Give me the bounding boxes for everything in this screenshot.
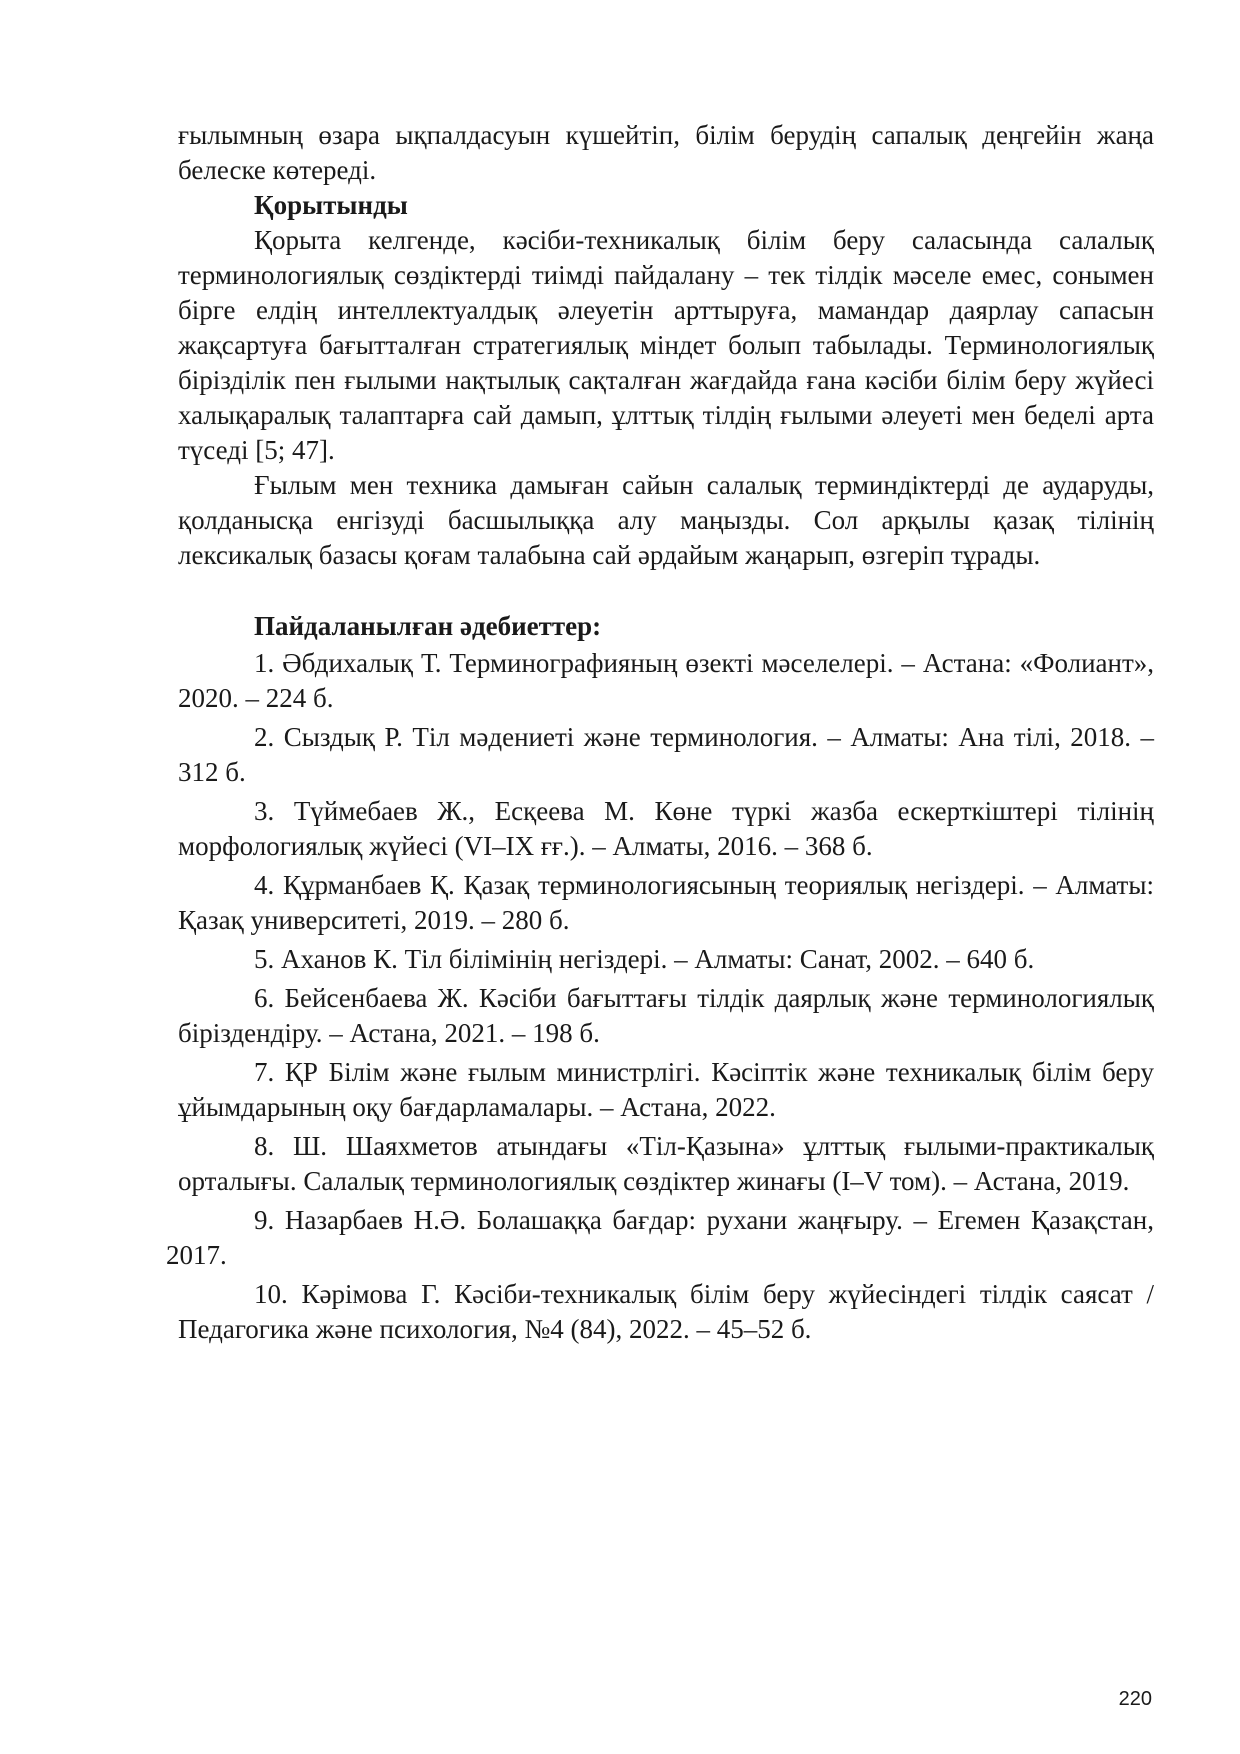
reference-item-4: 4. Құрманбаев Қ. Қазақ терминологиясының теориялық негіздері. – Алматы: Қазақ университеті, 2019. – 280 б. xyxy=(178,870,1154,935)
references-list xyxy=(166,646,1154,1347)
reference-item-7: 7. ҚР Білім және ғылым министрлігі. Кәсіптік және техникалық білім беру ұйымдарының оқу бағдарламалары. – Астана, 2022. xyxy=(178,1057,1154,1122)
reference-item-1: 1. Әбдихалық Т. Терминографияның өзекті мәселелері. – Астана: «Фолиант», 2020. – 224 б. xyxy=(178,648,1154,713)
reference-item-8: 8. Ш. Шаяхметов атындағы «Тіл-Қазына» ұлттық ғылыми-практикалық орталығы. Салалық терминологиялық сөздіктер жинағы (I–V том). – Астана, 2019. xyxy=(178,1131,1154,1196)
reference-item-6: 6. Бейсенбаева Ж. Кәсіби бағыттағы тілдік даярлық және терминологиялық біріздендіру. – Астана, 2021. – 198 б. xyxy=(178,983,1154,1048)
reference-item-10: 10. Кәрімова Г. Кәсіби-техникалық білім беру жүйесіндегі тілдік саясат / Педагогика және психология, №4 (84), 2022. – 45–52 б. xyxy=(178,1279,1154,1344)
reference-item-2: 2. Сыздық Р. Тіл мәдениеті және терминология. – Алматы: Ана тілі, 2018. – 312 б. xyxy=(178,722,1154,787)
reference-item-5: 5. Аханов К. Тіл білімінің негіздері. – Алматы: Санат, 2002. – 640 б. xyxy=(254,944,1035,974)
reference-item-3: 3. Түймебаев Ж., Есқеева М. Көне түркі жазба ескерткіштері тілінің морфологиялық жүйесі (VI–IX ғғ.). – Алматы, 2016. – 368 б. xyxy=(178,796,1154,861)
conclusion-paragraph-2: Ғылым мен техника дамыған сайын салалық терминдіктерді де аударуды, қолданысқа енгізуді басшылыққа алу маңызды. Сол арқылы қазақ тілінің лексикалық базасы қоғам талабына сай әрдайым жаңарып, өзгеріп тұрады. xyxy=(178,470,1154,570)
reference-item-9: 9. Назарбаев Н.Ә. Болашаққа бағдар: рухани жаңғыру. – Егемен Қазақстан, 2017. xyxy=(166,1205,1154,1270)
references-heading: Пайдаланылған әдебиеттер: xyxy=(254,611,602,641)
conclusion-paragraph-1: Қорыта келгенде, кәсіби-техникалық білім беру саласында салалық терминологиялық сөздіктерді тиімді пайдалану – тек тілдік мәселе емес, сонымен бірге елдің интеллектуалдық әлеуетін арттыруға, мамандар даярлау сапасын жақсартуға бағытталған стратегиялық міндет болып табылады. Терминологиялық бірізділік пен ғылыми нақтылық сақталған жағдайда ғана кәсіби білім беру жүйесі халықаралық талаптарға сай дамып, ұлттық тілдің ғылыми әлеуеті мен беделі арта түседі [5; 47]. xyxy=(178,225,1154,465)
page-number: 220 xyxy=(1118,1688,1152,1710)
section-spacer xyxy=(178,573,1154,609)
intro-paragraph-tail: ғылымның өзара ықпалдасуын күшейтіп, білім берудің сапалық деңгейін жаңа белеске көтереді. xyxy=(178,120,1154,185)
conclusion-heading: Қорытынды xyxy=(254,190,408,220)
document-body xyxy=(166,118,1154,1351)
